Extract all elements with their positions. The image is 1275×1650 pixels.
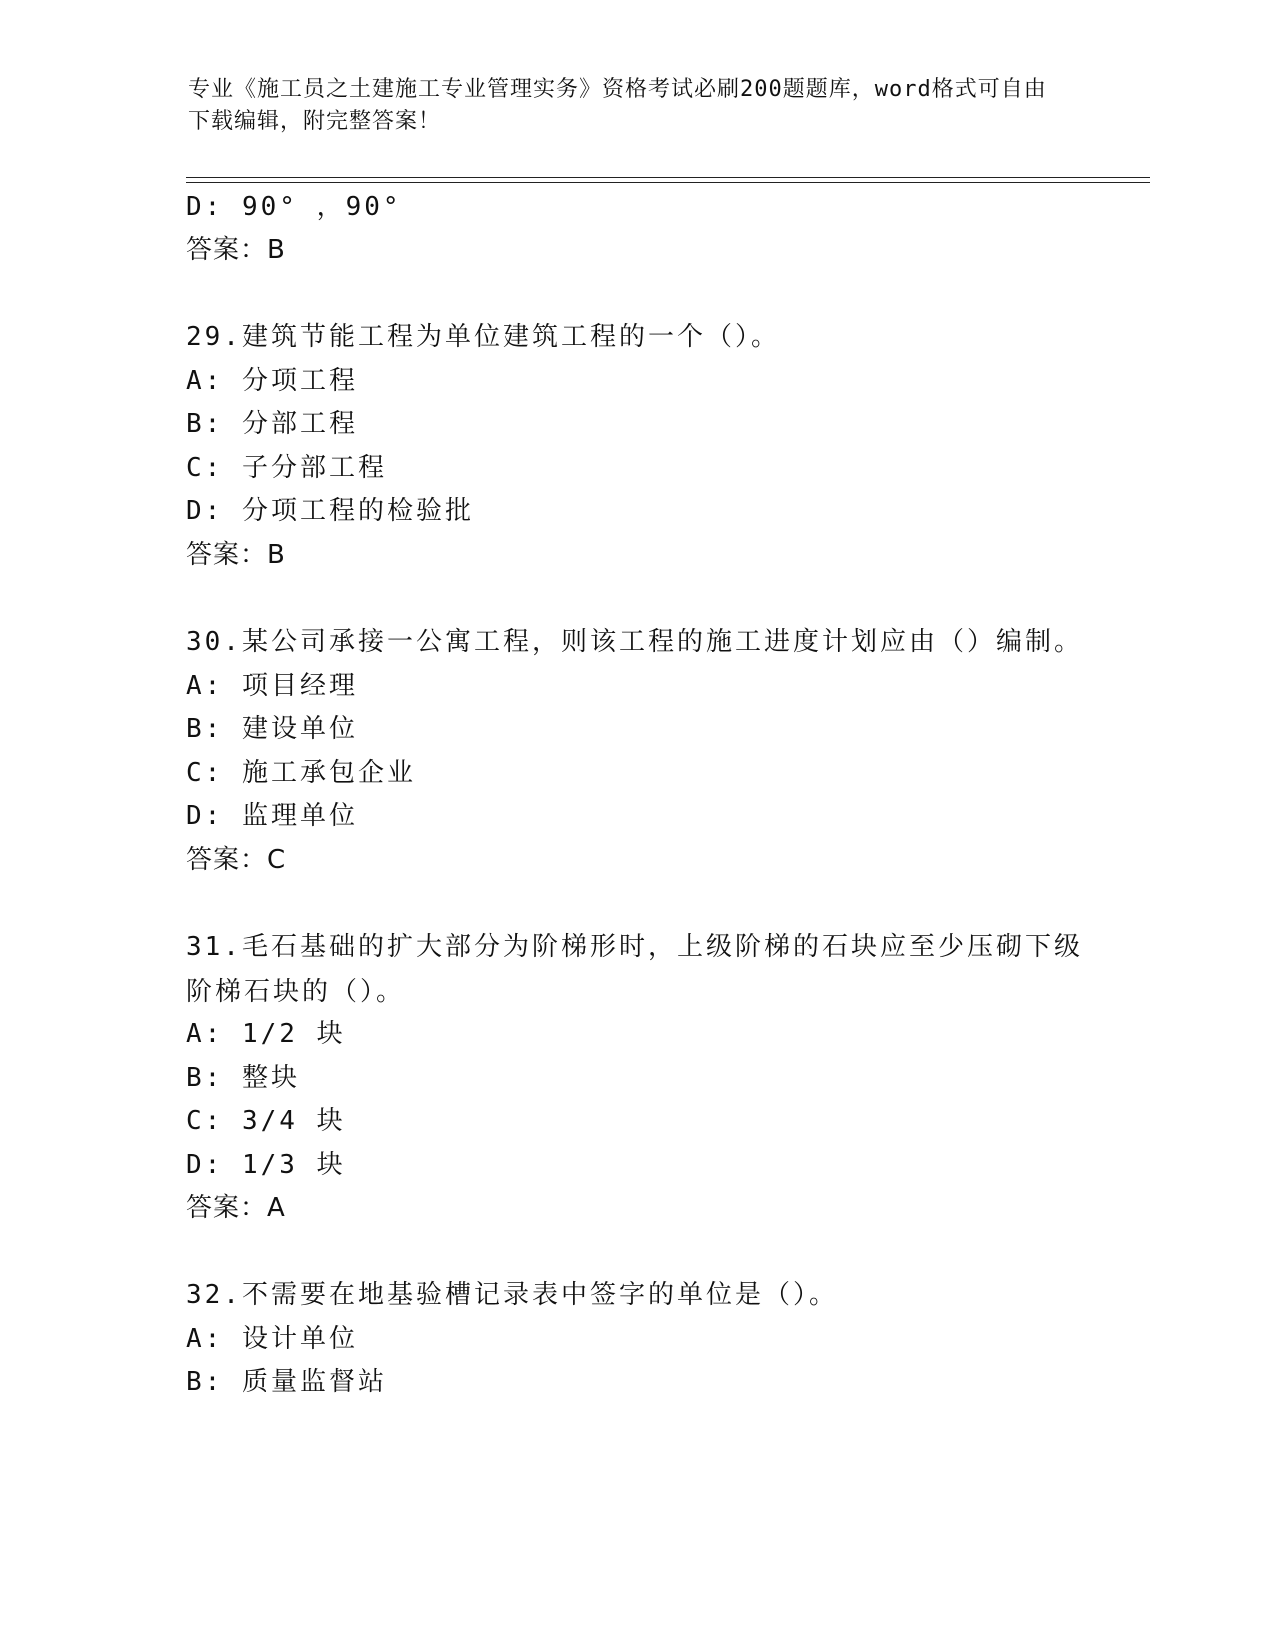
option-c: C: 施工承包企业 bbox=[186, 758, 416, 788]
option-a: A: 分项工程 bbox=[186, 366, 358, 396]
header-divider-top bbox=[186, 177, 1150, 178]
option-d: D: 分项工程的检验批 bbox=[186, 496, 474, 526]
option-b: B: 建设单位 bbox=[186, 714, 358, 744]
question-stem: 30.某公司承接一公寓工程，则该工程的施工进度计划应由（）编制。 bbox=[186, 627, 1083, 657]
option-d: D: 1/3 块 bbox=[186, 1150, 346, 1180]
question-stem: 32.不需要在地基验槽记录表中签字的单位是（）。 bbox=[186, 1280, 838, 1310]
answer-line: 答案：B bbox=[186, 540, 286, 570]
option-c: C: 子分部工程 bbox=[186, 453, 387, 483]
document-header: 专业《施工员之土建施工专业管理实务》资格考试必刷200题题库，word格式可自由下载编辑，附完整答案！ bbox=[188, 77, 1047, 134]
option-d: D: 90° ，90° bbox=[186, 192, 402, 222]
answer-line: 答案：C bbox=[186, 845, 287, 875]
option-a: A: 设计单位 bbox=[186, 1324, 358, 1354]
option-b: B: 分部工程 bbox=[186, 409, 358, 439]
option-a: A: 1/2 块 bbox=[186, 1019, 346, 1049]
option-a: A: 项目经理 bbox=[186, 671, 358, 701]
question-stem: 31.毛石基础的扩大部分为阶梯形时，上级阶梯的石块应至少压砌下级阶梯石块的（）。 bbox=[186, 932, 1083, 1007]
option-d: D: 监理单位 bbox=[186, 801, 358, 831]
option-c: C: 3/4 块 bbox=[186, 1106, 346, 1136]
option-b: B: 整块 bbox=[186, 1063, 300, 1093]
answer-line: 答案：A bbox=[186, 1193, 286, 1223]
question-stem: 29.建筑节能工程为单位建筑工程的一个（）。 bbox=[186, 322, 780, 352]
option-b: B: 质量监督站 bbox=[186, 1367, 387, 1397]
answer-line: 答案：B bbox=[186, 235, 286, 265]
header-divider-bottom bbox=[186, 182, 1150, 183]
